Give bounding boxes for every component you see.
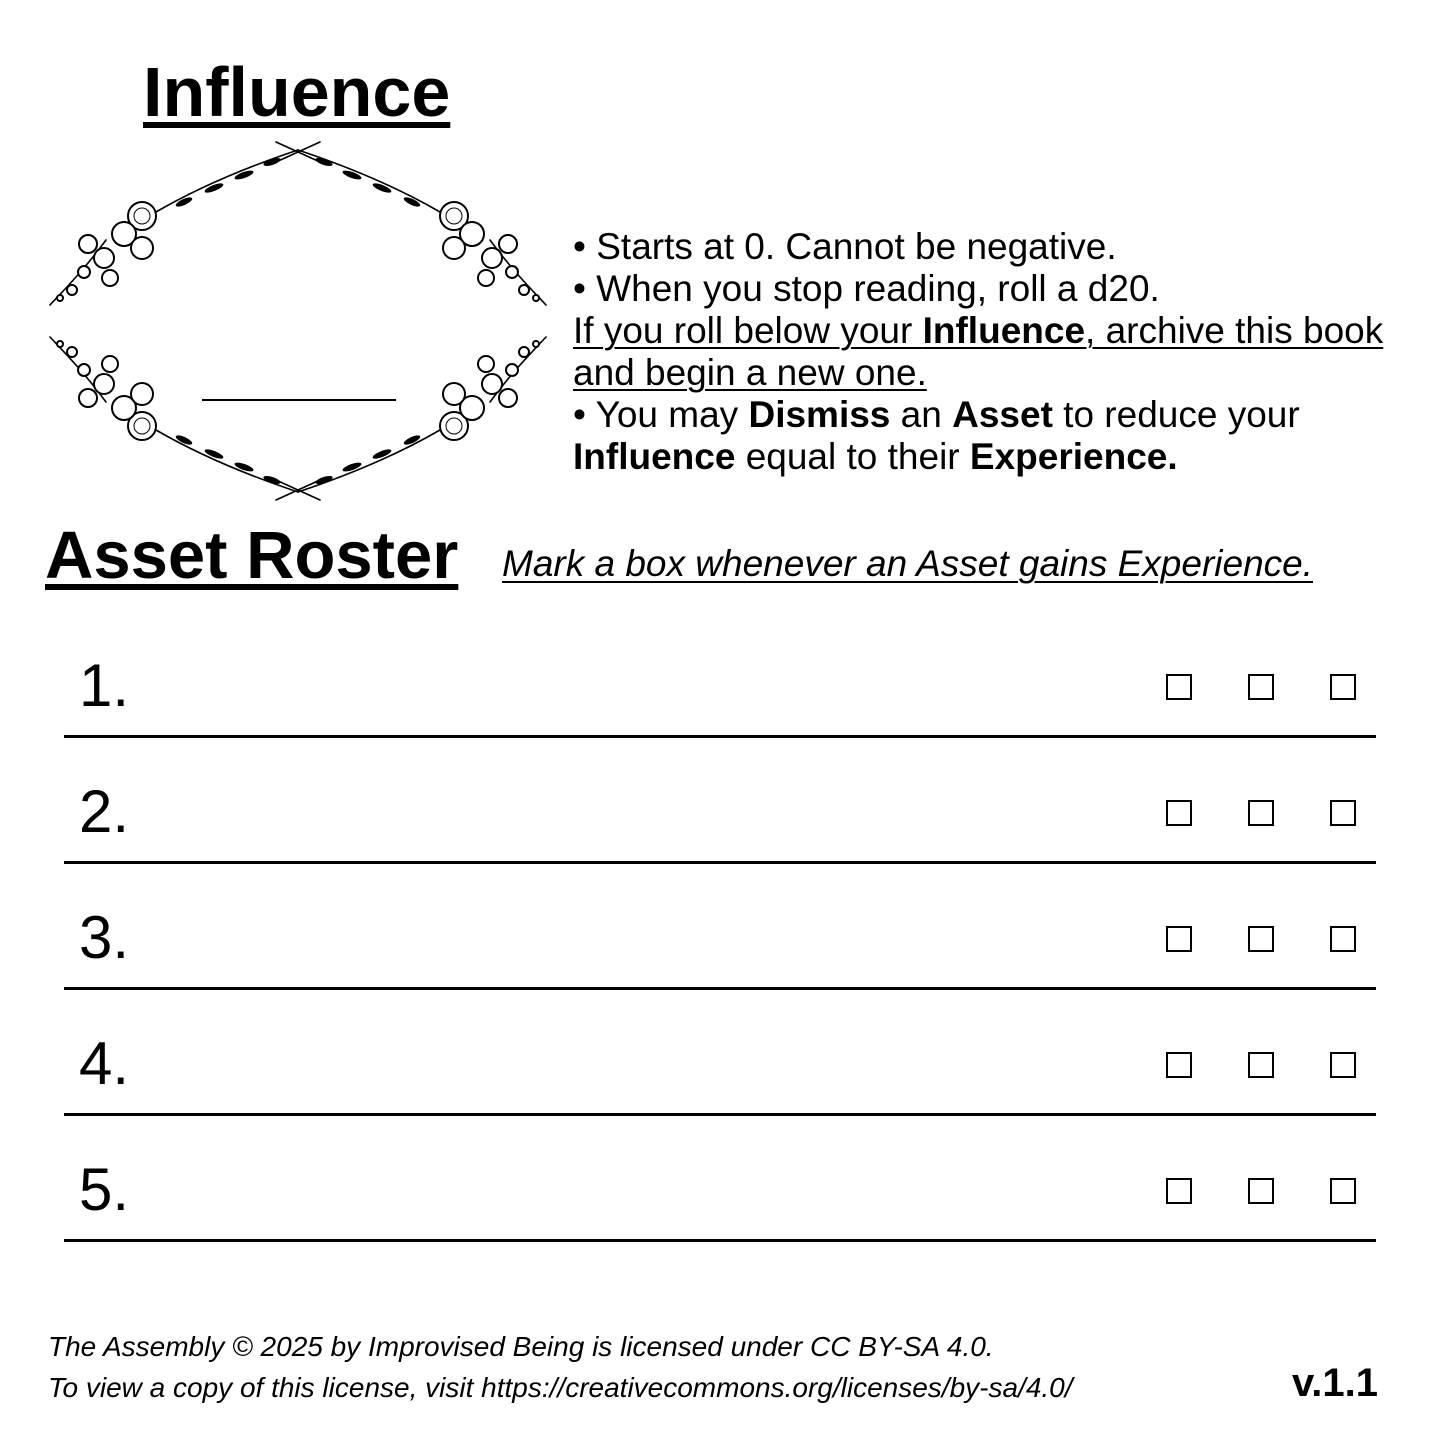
- ornate-floral-frame-icon: [44, 140, 552, 502]
- experience-checkbox[interactable]: [1248, 926, 1274, 952]
- experience-checkbox[interactable]: [1248, 1052, 1274, 1078]
- version-label: v.1.1: [1292, 1361, 1378, 1405]
- asset-row-number: 2.: [79, 778, 130, 845]
- asset-roster-title: Asset Roster: [45, 518, 459, 593]
- asset-row-number: 3.: [79, 904, 130, 971]
- asset-row-number: 4.: [79, 1030, 130, 1097]
- license-footer: [48, 1326, 1073, 1408]
- experience-checkbox[interactable]: [1330, 1052, 1356, 1078]
- asset-row-2[interactable]: [64, 738, 1376, 864]
- experience-checkbox[interactable]: [1330, 1178, 1356, 1204]
- asset-row-1[interactable]: [64, 612, 1376, 738]
- influence-title: Influence: [143, 53, 451, 131]
- asset-row-4[interactable]: [64, 990, 1376, 1116]
- asset-row-number: 5.: [79, 1156, 130, 1223]
- asset-roster-list: [64, 612, 1376, 1242]
- rule-dismiss: • You may Dismiss an Asset to reduce your Influence equal to their Experience.: [573, 394, 1300, 477]
- asset-row-3[interactable]: [64, 864, 1376, 990]
- experience-checkbox[interactable]: [1166, 1052, 1192, 1078]
- experience-checkbox[interactable]: [1248, 1178, 1274, 1204]
- asset-row-5[interactable]: [64, 1116, 1376, 1242]
- rule-archive: If you roll below your Influence, archive this book and begin a new one.: [573, 310, 1384, 393]
- experience-checkbox[interactable]: [1330, 674, 1356, 700]
- license-line-2: To view a copy of this license, visit https://creativecommons.org/licenses/by-sa/4.0/: [48, 1372, 1073, 1403]
- experience-checkbox[interactable]: [1248, 674, 1274, 700]
- experience-checkbox[interactable]: [1166, 1178, 1192, 1204]
- experience-checkbox[interactable]: [1166, 800, 1192, 826]
- rule-start: • Starts at 0. Cannot be negative.: [573, 226, 1117, 267]
- license-line-1: The Assembly © 2025 by Improvised Being is licensed under CC BY-SA 4.0.: [48, 1331, 994, 1362]
- experience-checkbox[interactable]: [1166, 926, 1192, 952]
- rule-roll: • When you stop reading, roll a d20.: [573, 268, 1160, 309]
- asset-roster-hint: Mark a box whenever an Asset gains Experience.: [502, 543, 1314, 584]
- asset-row-number: 1.: [79, 652, 130, 719]
- experience-checkbox[interactable]: [1330, 926, 1356, 952]
- experience-checkbox[interactable]: [1166, 674, 1192, 700]
- influence-rules: [573, 226, 1433, 478]
- experience-checkbox[interactable]: [1330, 800, 1356, 826]
- experience-checkbox[interactable]: [1248, 800, 1274, 826]
